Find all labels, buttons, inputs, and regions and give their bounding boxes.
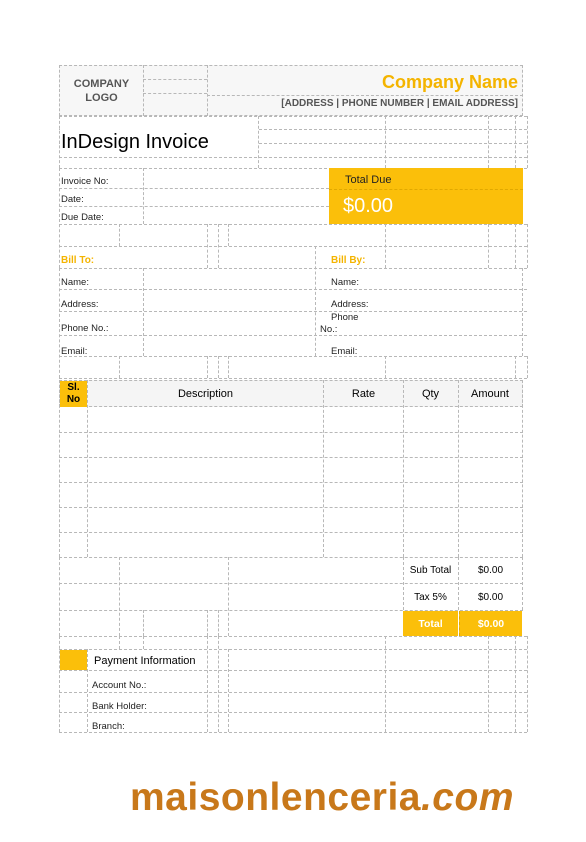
bank-holder-label: Bank Holder: xyxy=(92,701,147,712)
item-row[interactable] xyxy=(60,483,522,507)
bank-holder-field[interactable] xyxy=(229,693,385,712)
subtotal-label: Sub Total xyxy=(409,565,452,576)
bill-by-heading: Bill By: xyxy=(331,255,366,266)
date-label: Date: xyxy=(61,194,84,205)
bill-to-phone-label: Phone No.: xyxy=(61,323,109,334)
tax-label: Tax 5% xyxy=(414,591,447,603)
bill-by-email-field[interactable] xyxy=(386,336,522,356)
payment-marker xyxy=(60,650,87,670)
bill-to-name-field[interactable] xyxy=(144,269,314,289)
item-row[interactable] xyxy=(60,433,522,457)
bill-by-address-label: Address: xyxy=(331,299,369,310)
bill-to-phone-field[interactable] xyxy=(144,312,314,335)
bill-to-name-label: Name: xyxy=(61,277,89,288)
total-value: $0.00 xyxy=(459,611,522,636)
col-qty-header: Qty xyxy=(421,388,440,400)
watermark-suffix: .com xyxy=(420,776,514,819)
bill-to-address-field[interactable] xyxy=(144,290,314,311)
total-due-value: $0.00 xyxy=(343,195,394,217)
due-date-field[interactable] xyxy=(144,207,328,224)
item-row[interactable] xyxy=(60,508,522,532)
due-date-label: Due Date: xyxy=(61,212,104,223)
total-label: Total xyxy=(403,611,458,636)
total-due-label: Total Due xyxy=(345,174,392,186)
bill-to-email-label: Email: xyxy=(61,346,88,357)
tax-value: $0.00 xyxy=(477,591,504,603)
col-sl-line-1: Sl. xyxy=(67,382,80,393)
invoice-no-label: Invoice No: xyxy=(61,176,109,187)
subtotal-value: $0.00 xyxy=(477,565,504,576)
col-rate-header: Rate xyxy=(351,388,376,400)
bill-to-address-label: Address: xyxy=(61,299,99,310)
logo-line-1: COMPANY xyxy=(73,78,130,90)
bill-by-name-field[interactable] xyxy=(386,269,522,289)
company-name: Company Name xyxy=(381,72,518,92)
bill-by-name-label: Name: xyxy=(331,277,359,288)
account-no-field[interactable] xyxy=(229,671,385,692)
logo-line-2: LOGO xyxy=(85,92,118,104)
col-description-header: Description xyxy=(177,388,234,400)
bill-by-email-label: Email: xyxy=(331,346,358,357)
company-contact-line: [ADDRESS | PHONE NUMBER | EMAIL ADDRESS] xyxy=(281,98,518,109)
date-field[interactable] xyxy=(144,189,328,206)
item-row[interactable] xyxy=(60,533,522,557)
account-no-label: Account No.: xyxy=(92,680,147,691)
bill-by-address-field[interactable] xyxy=(386,290,522,311)
col-sl-line-2: No xyxy=(66,394,81,405)
bill-to-email-field[interactable] xyxy=(144,336,314,356)
invoice-no-field[interactable] xyxy=(144,169,328,188)
bill-by-phone-label-1: Phone xyxy=(331,312,359,323)
invoice-title-text: InDesign Invoice xyxy=(61,131,209,153)
watermark-main: maisonlenceria xyxy=(130,776,421,819)
col-amount-header: Amount xyxy=(471,388,509,400)
branch-field[interactable] xyxy=(229,713,385,732)
bill-by-phone-label-2: No.: xyxy=(320,324,338,335)
bill-by-phone-field[interactable] xyxy=(386,312,522,335)
branch-label: Branch: xyxy=(92,721,125,732)
company-logo xyxy=(60,72,143,110)
watermark xyxy=(130,776,514,820)
bill-to-heading: Bill To: xyxy=(61,255,95,266)
payment-heading: Payment Information xyxy=(94,655,196,667)
item-row[interactable] xyxy=(60,458,522,482)
col-sl-header xyxy=(60,381,87,407)
item-row[interactable] xyxy=(60,408,522,432)
